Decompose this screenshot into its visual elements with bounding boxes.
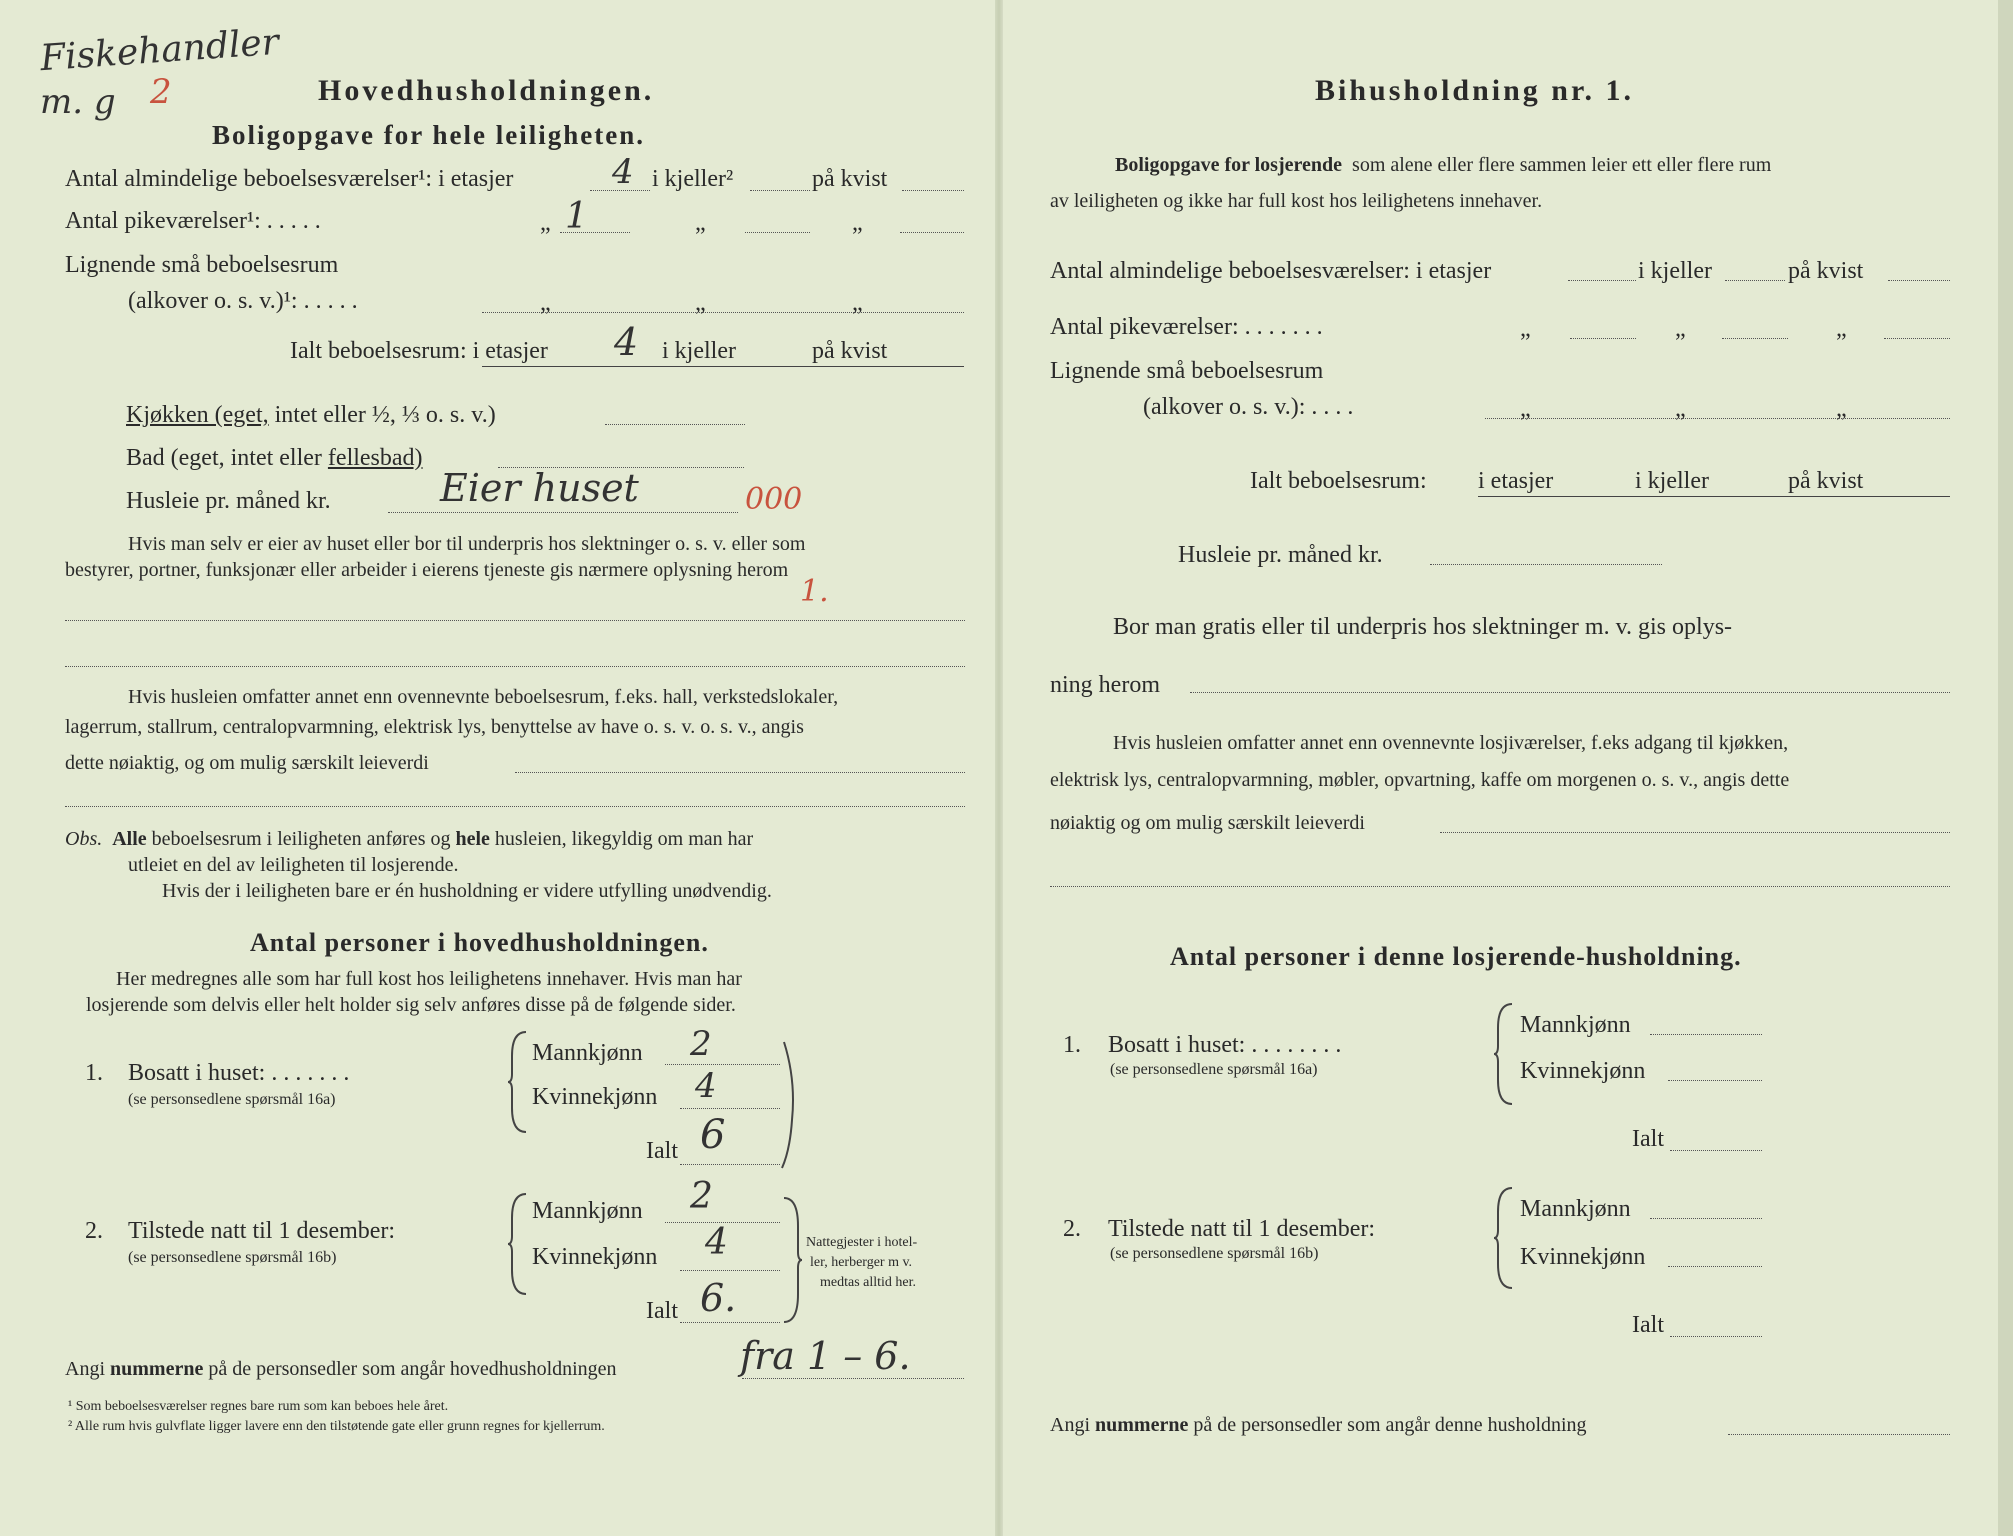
q1-brace (508, 1030, 530, 1134)
q1-mann-label: Mannkjønn (532, 1040, 643, 1066)
q1-sub: (se personsedlene spørsmål 16a) (128, 1091, 336, 1108)
right-q1-brace (1494, 1002, 1516, 1106)
right-rooms-kjeller-line (1725, 280, 1785, 281)
right-title: Bihusholdning nr. 1. (1315, 74, 1635, 107)
pike-line-2 (745, 232, 810, 233)
pike-label: Antal pikeværelser¹: . . . . . (65, 208, 321, 234)
para2-line3: dette nøiaktig, og om mulig særskilt leieverdi (65, 752, 429, 774)
pike-line-3 (900, 232, 964, 233)
q1-handwritten-bracket (776, 1040, 806, 1170)
right-gratis-line (1190, 692, 1950, 693)
kjokken-rest: intet eller ½, ⅓ o. s. v.) (274, 402, 496, 428)
q2-kvinne-value: 4 (705, 1222, 728, 1263)
lign-label-2: (alkover o. s. v.)¹: . . . . . (128, 288, 358, 314)
para1-line1: Hvis man selv er eier av huset eller bor til underpris hos slektninger o. s. v. eller som (128, 533, 806, 555)
q1-kvinne-line (680, 1108, 780, 1109)
right-rooms-kvist: på kvist (1788, 258, 1864, 284)
q1-label: Bosatt i huset: . . . . . . . (128, 1060, 350, 1086)
natt-note-l3: medtas alltid her. (820, 1275, 917, 1290)
right-q1-mann-line (1650, 1034, 1762, 1035)
lign-quote-1: „ (540, 290, 551, 316)
rooms-kjeller-line (750, 190, 810, 191)
margin-note-marital: m. g (40, 82, 116, 122)
right-gratis-l1: Bor man gratis eller til underpris hos slektninger m. v. gis oplys- (1113, 614, 1733, 640)
right-lign-line (1485, 418, 1950, 419)
right-angi-b: nummerne (1095, 1414, 1189, 1436)
right-para-l3: nøiaktig og om mulig særskilt leieverdi (1050, 812, 1365, 834)
para1-line-b (65, 666, 965, 667)
right-q1-kvinne-line (1668, 1080, 1762, 1081)
q2-sub: (se personsedlene spørsmål 16b) (128, 1249, 337, 1266)
right-angi (1050, 1412, 1587, 1438)
lign-line (482, 312, 964, 313)
q1-ialt-value: 6 (700, 1112, 726, 1158)
right-lign-quote-2: „ (1675, 396, 1686, 422)
obs-label: Obs. (65, 828, 103, 850)
left-title: Hovedhusholdningen. (318, 74, 655, 107)
q1-kvinne-label: Kvinnekjønn (532, 1084, 658, 1110)
q1-ialt-line (680, 1164, 780, 1165)
ialt-kvist: på kvist (812, 338, 888, 364)
para2-line-a (515, 772, 965, 773)
lign-label-1: Lignende små beboelsesrum (65, 252, 339, 278)
right-angi-a: Angi (1050, 1414, 1090, 1436)
margin-note-occupation: Fiskehandler (38, 21, 281, 80)
right-intro-bold: Boligopgave for losjerende (1115, 154, 1343, 176)
right-q2-mann-label: Mannkjønn (1520, 1196, 1631, 1222)
right-para-l1: Hvis husleien omfatter annet enn ovennevnte losjiværelser, f.eks adgang til kjøkken, (1113, 732, 1789, 754)
ialt-kjeller: i kjeller (662, 338, 736, 364)
obs-line3: Hvis der i leiligheten bare er én husholdning er videre utfylling unødvendig. (162, 880, 772, 902)
right-para-l2: elektrisk lys, centralopvarmning, møbler, opvartning, kaffe om morgenen o. s. v., angis dette (1050, 769, 1790, 791)
bad-label (126, 443, 423, 473)
ialt-label: Ialt beboelsesrum: i etasjer (290, 338, 548, 364)
footnote-1: ¹ Som beboelsesværelser regnes bare rum som kan beboes hele året. (68, 1399, 449, 1414)
persons-line2: losjerende som delvis eller helt holder sig selv anføres disse på de følgende sider. (86, 994, 736, 1016)
right-q2-kvinne-line (1668, 1266, 1762, 1267)
natt-note-l2: ler, herberger m v. (810, 1255, 913, 1270)
husleie-line (388, 512, 738, 513)
q2-kvinne-line (680, 1270, 780, 1271)
right-pike-line-1 (1570, 338, 1636, 339)
right-q2-sub: (se personsedlene spørsmål 16b) (1110, 1245, 1319, 1262)
rooms-etasjer-value: 4 (612, 152, 634, 192)
bad-label-a: Bad (eget, intet eller (126, 445, 322, 471)
q2-label: Tilstede natt til 1 desember: (128, 1218, 396, 1244)
right-intro-l1 (1115, 152, 1771, 178)
right-lign-label-2: (alkover o. s. v.): . . . . (1143, 394, 1354, 420)
pike-quote-2: „ (695, 210, 706, 236)
q2-brace (508, 1192, 530, 1296)
q1-mann-line (665, 1064, 780, 1065)
q2-ialt-label: Ialt (646, 1298, 678, 1324)
bad-label-b: fellesbad) (327, 445, 423, 471)
right-pike-quote-2: „ (1675, 316, 1686, 342)
husleie-value: Eier huset (440, 466, 639, 510)
q2-ialt-value: 6. (700, 1276, 737, 1320)
kjokken-line (605, 424, 745, 425)
rooms-label: Antal almindelige beboelsesværelser¹: i etasjer (65, 166, 514, 192)
right-ialt-kjeller: i kjeller (1635, 468, 1709, 494)
kjokken-label (126, 400, 496, 430)
right-q2-ialt-label: Ialt (1632, 1312, 1664, 1338)
right-persons-title: Antal personer i denne losjerende-husholdning. (1170, 942, 1742, 971)
q1-kvinne-value: 4 (695, 1066, 717, 1106)
obs-text-a: beboelsesrum i leiligheten anføres og (151, 828, 451, 850)
right-angi-c: på de personsedler som angår denne husholdning (1193, 1414, 1587, 1436)
persons-line1: Her medregnes alle som har full kost hos leilighetens innehaver. Hvis man har (116, 968, 742, 990)
right-q2-label: Tilstede natt til 1 desember: (1108, 1216, 1376, 1242)
obs-line2: utleiet en del av leiligheten til losjerende. (128, 854, 459, 876)
right-lign-label-1: Lignende små beboelsesrum (1050, 358, 1324, 384)
obs-text-b: husleien, likegyldig om man har (494, 828, 754, 850)
left-subtitle: Boligopgave for hele leiligheten. (212, 120, 645, 150)
q2-mann-label: Mannkjønn (532, 1198, 643, 1224)
right-gratis-l2: ning herom (1050, 672, 1160, 698)
q2-right-brace (782, 1196, 804, 1324)
right-ialt-etasjer: i etasjer (1478, 468, 1554, 494)
para2-line-b (65, 806, 965, 807)
right-q2-num: 2. (1063, 1216, 1081, 1242)
pike-line-1 (560, 232, 630, 233)
right-q1-kvinne-label: Kvinnekjønn (1520, 1058, 1646, 1084)
obs-alle: Alle (112, 828, 147, 850)
q2-num: 2. (85, 1218, 103, 1244)
right-angi-line (1728, 1434, 1950, 1435)
page-fold (995, 0, 1003, 1536)
ialt-value: 4 (614, 320, 639, 364)
angi-left (65, 1356, 617, 1382)
obs-hele: hele (455, 828, 490, 850)
para1-line2: bestyrer, portner, funksjonær eller arbeider i eierens tjeneste gis nærmere oplysning herom (65, 559, 789, 581)
right-husleie-line (1430, 564, 1662, 565)
angi-left-c: på de personsedler som angår hovedhusholdningen (208, 1358, 617, 1380)
right-rooms-label: Antal almindelige beboelsesværelser: i etasjer (1050, 258, 1492, 284)
margin-note-marital-red: 2 (150, 72, 172, 112)
right-pike-line-2 (1722, 338, 1788, 339)
q2-ialt-line (680, 1322, 780, 1323)
pike-quote-1: „ (540, 210, 551, 236)
right-q2-ialt-line (1670, 1336, 1762, 1337)
right-q1-num: 1. (1063, 1032, 1081, 1058)
right-q1-mann-label: Mannkjønn (1520, 1012, 1631, 1038)
right-ialt-label: Ialt beboelsesrum: (1250, 468, 1427, 494)
red-mark: 1. (800, 574, 829, 609)
rooms-etasjer-line (590, 190, 650, 191)
q1-mann-value: 2 (690, 1024, 712, 1064)
right-rooms-etasjer-line (1568, 280, 1636, 281)
q1-num: 1. (85, 1060, 103, 1086)
right-pike-label: Antal pikeværelser: . . . . . . . (1050, 314, 1323, 340)
right-husleie-label: Husleie pr. måned kr. (1178, 542, 1383, 568)
right-q1-ialt-line (1670, 1150, 1762, 1151)
natt-note-l1: Nattegjester i hotel- (806, 1235, 918, 1250)
right-q1-sub: (se personsedlene spørsmål 16a) (1110, 1061, 1318, 1078)
para1-line-a (65, 620, 965, 621)
right-q2-brace (1494, 1186, 1516, 1290)
right-pike-quote-1: „ (1520, 316, 1531, 342)
q1-ialt-label: Ialt (646, 1138, 678, 1164)
lign-quote-3: „ (852, 290, 863, 316)
right-pike-line-3 (1884, 338, 1950, 339)
right-q2-mann-line (1650, 1218, 1762, 1219)
right-para-line-b (1050, 886, 1950, 887)
persons-title: Antal personer i hovedhusholdningen. (250, 928, 709, 957)
pike-quote-3: „ (852, 210, 863, 236)
kjokken-eget: Kjøkken (eget, (126, 402, 269, 428)
right-intro-l2: av leiligheten og ikke har full kost hos leilighetens innehaver. (1050, 190, 1543, 212)
q2-mann-value: 2 (690, 1176, 713, 1217)
pike-value: 1 (565, 196, 588, 237)
right-lign-quote-1: „ (1520, 396, 1531, 422)
rooms-kvist-line (902, 190, 964, 191)
right-rooms-kvist-line (1888, 280, 1950, 281)
angi-left-b: nummerne (110, 1358, 204, 1380)
lign-quote-2: „ (695, 290, 706, 316)
angi-left-line (742, 1378, 964, 1379)
right-q1-label: Bosatt i huset: . . . . . . . . (1108, 1032, 1342, 1058)
right-q1-ialt-label: Ialt (1632, 1126, 1664, 1152)
angi-left-a: Angi (65, 1358, 105, 1380)
right-ialt-line (1478, 496, 1950, 497)
footnote-2: ² Alle rum hvis gulvflate ligger lavere enn den tilstøtende gate eller grunn regnes for kjellerrum. (68, 1419, 605, 1434)
obs-line1 (65, 826, 753, 852)
husleie-label: Husleie pr. måned kr. (126, 488, 331, 514)
ialt-line (482, 366, 964, 367)
right-q2-kvinne-label: Kvinnekjønn (1520, 1244, 1646, 1270)
right-rooms-kjeller: i kjeller (1638, 258, 1712, 284)
right-pike-quote-3: „ (1836, 316, 1847, 342)
page-edge (1998, 0, 2013, 1536)
right-para-line-a (1440, 832, 1950, 833)
para2-line1: Hvis husleien omfatter annet enn ovennevnte beboelsesrum, f.eks. hall, verkstedslokaler, (128, 686, 839, 708)
q2-kvinne-label: Kvinnekjønn (532, 1244, 658, 1270)
rooms-kvist-label: på kvist (812, 166, 888, 192)
husleie-red-mark: 000 (745, 482, 803, 517)
right-ialt-kvist: på kvist (1788, 468, 1864, 494)
para2-line2: lagerrum, stallrum, centralopvarmning, elektrisk lys, benyttelse av have o. s. v. o. s. v., angis (65, 716, 804, 738)
right-lign-quote-3: „ (1836, 396, 1847, 422)
rooms-kjeller-label: i kjeller² (652, 166, 734, 192)
right-intro-rest: som alene eller flere sammen leier ett eller flere rum (1352, 154, 1772, 176)
angi-left-value: fra 1 – 6. (740, 1334, 911, 1378)
